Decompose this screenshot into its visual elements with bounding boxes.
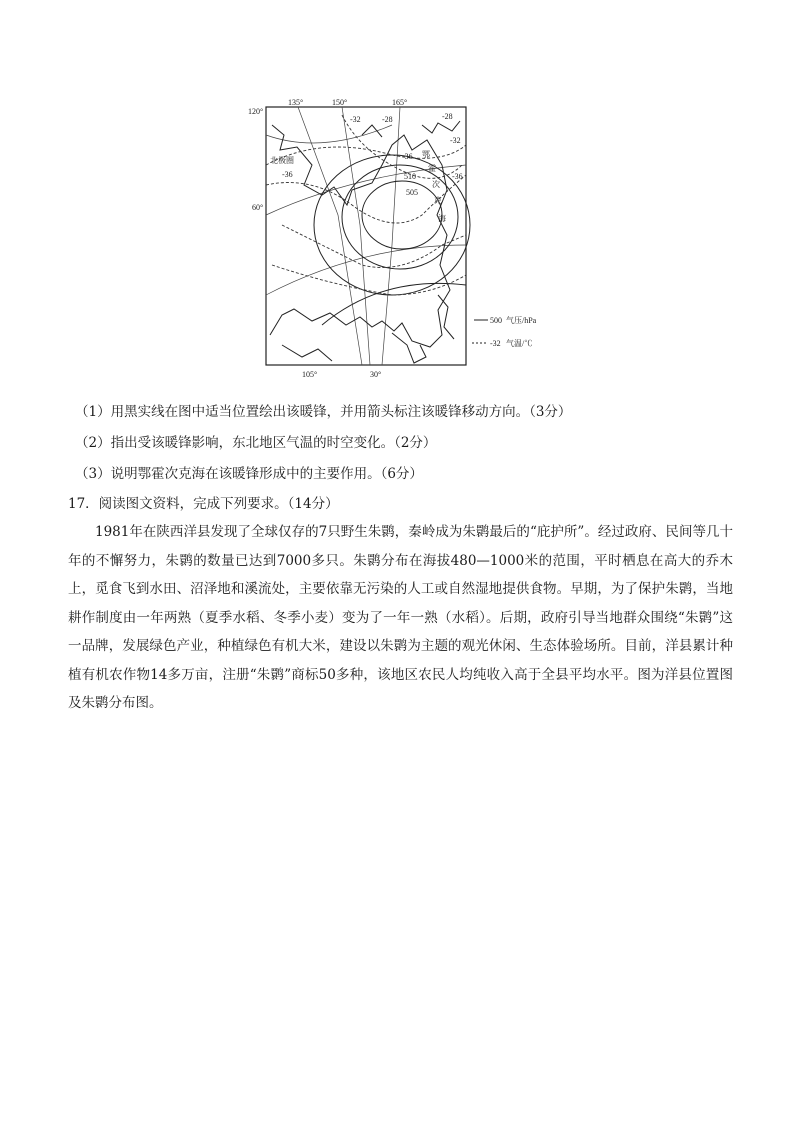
sea-label-huo: 霍 bbox=[428, 164, 436, 173]
label-arctic-circle: 北极圈 bbox=[270, 156, 294, 165]
sea-label-e: 鄂 bbox=[422, 150, 430, 159]
legend-temp-label: 气温/℃ bbox=[506, 339, 533, 348]
isotherm-label-5: -28 bbox=[442, 112, 453, 121]
question-3: （3）说明鄂霍次克海在该暖锋形成中的主要作用。（6分） bbox=[75, 466, 423, 482]
isotherm-label-7: -36 bbox=[452, 172, 463, 181]
legend-pressure-value: 500 bbox=[490, 316, 502, 325]
sea-label-hai: 海 bbox=[438, 214, 446, 223]
weather-map-figure bbox=[242, 95, 570, 381]
lat-label-60: 60° bbox=[252, 203, 264, 212]
question-2: （2）指出受该暖锋影响，东北地区气温的时空变化。（2分） bbox=[75, 435, 437, 451]
lon-label-135: 135° bbox=[288, 98, 304, 107]
lat-label-120: 120° bbox=[248, 107, 264, 116]
coastline bbox=[270, 121, 460, 363]
isotherm-label-2: -28 bbox=[382, 115, 393, 124]
lon-label-165: 165° bbox=[392, 98, 408, 107]
lon-label-150: 150° bbox=[332, 98, 348, 107]
isotherm-label-3: -36 bbox=[282, 170, 293, 179]
map-frame bbox=[266, 107, 466, 365]
legend-temp-value: -32 bbox=[490, 339, 501, 348]
isotherm-label-6: -36 bbox=[402, 152, 413, 161]
question-17-heading: 17．阅读图文资料，完成下列要求。（14分） bbox=[68, 496, 339, 512]
lon-label-30: 30° bbox=[370, 370, 382, 379]
legend-pressure-label: 气压/hPa bbox=[506, 316, 537, 325]
graticule bbox=[266, 107, 466, 365]
isotherm-label-1: -32 bbox=[350, 115, 361, 124]
sea-label-ci: 次 bbox=[432, 180, 440, 189]
isobar-label-510: 510 bbox=[404, 172, 416, 181]
question-1: （1）用黑实线在图中适当位置绘出该暖锋，并用箭头标注该暖锋移动方向。（3分） bbox=[75, 404, 572, 420]
weather-map bbox=[242, 95, 570, 381]
isobar-label-505: 505 bbox=[406, 188, 418, 197]
sea-label-ke: 克 bbox=[434, 196, 442, 205]
lon-label-105: 105° bbox=[302, 370, 318, 379]
isotherm-label-4: -32 bbox=[450, 136, 461, 145]
passage-paragraph: 1981年在陕西洋县发现了全球仅存的7只野生朱鹮，秦岭成为朱鹮最后的“庇护所”。经过政府、民间等几十年的不懈努力，朱鹮的数量已达到7000多只。朱鹮分布在海拔480—1000米的范围，平时栖息在高大的乔木上，觅食飞到水田、沼泽地和溪流处，主要依靠无污染的人工或自然湿地提供食物。早期，为了保护朱鹮，当地耕作制度由一年两熟（夏季水稻、冬季小麦）变为了一年一熟（水稻）。后期，政府引导当地群众围绕“朱鹮”这一品牌，发展绿色产业，种植绿色有机大米，建设以朱鹮为主题的观光休闲、生态体验场所。目前，洋县累计种植有机农作物14多万亩，注册“朱鹮”商标50多种，该地区农民人均纯收入高于全县平均水平。图为洋县位置图及朱鹮分布图。 bbox=[68, 524, 733, 711]
